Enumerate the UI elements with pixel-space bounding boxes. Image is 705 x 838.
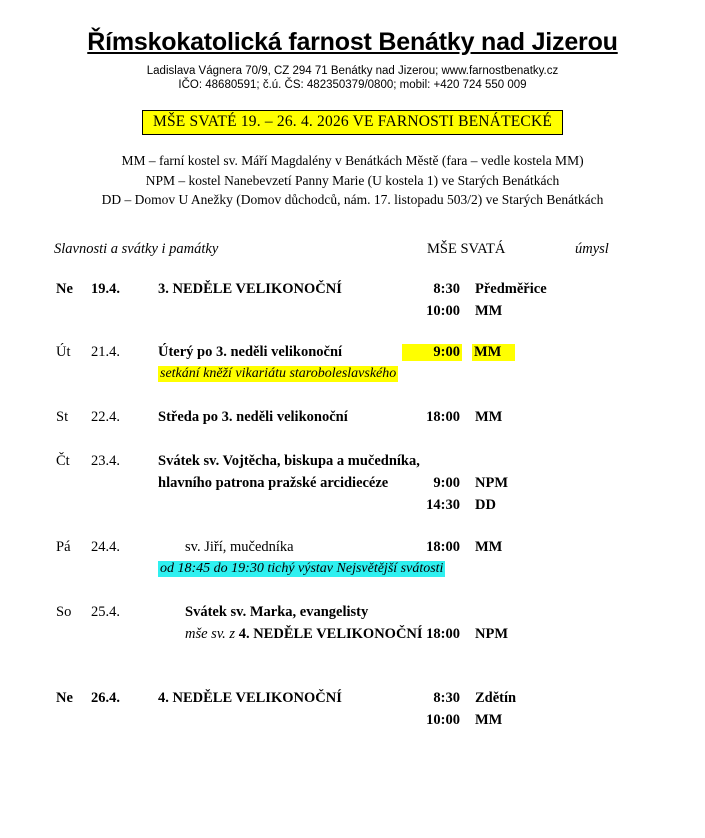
row-date: 25.4. [91, 604, 120, 621]
table-row [28, 497, 677, 519]
row-description: Středa po 3. neděli velikonoční [158, 409, 348, 426]
row-place: MM [472, 344, 515, 361]
row-spacer [28, 431, 677, 453]
table-row [28, 303, 677, 325]
page-title: Římskokatolická farnost Benátky nad Jizerou [87, 28, 618, 56]
legend-item-mm: MM – farní kostel sv. Máří Magdalény v Benátkách Městě (fara – vedle kostela MM) [121, 152, 584, 168]
row-day: Ne [56, 690, 73, 707]
row-date: 24.4. [91, 539, 120, 556]
banner-container [28, 110, 677, 135]
row-spacer [28, 388, 677, 409]
table-row [28, 366, 677, 388]
row-day: Pá [56, 539, 71, 556]
church-legend [28, 151, 677, 211]
row-place: MM [475, 303, 503, 320]
table-row [28, 475, 677, 497]
table-row [28, 690, 677, 712]
row-spacer [28, 583, 677, 604]
row-time: 9:00 [433, 475, 460, 492]
row-description: Svátek sv. Marka, evangelisty [185, 604, 369, 621]
table-row [28, 626, 677, 648]
row-place: MM [475, 409, 503, 426]
table-row [28, 409, 677, 431]
mass-schedule-banner: MŠE SVATÉ 19. – 26. 4. 2026 VE FARNOSTI BENÁTECKÉ [142, 110, 563, 135]
row-note: od 18:45 do 19:30 tichý výstav Nejsvětější svátosti [160, 561, 444, 577]
parish-ids: IČO: 48680591; č.ú. ČS: 482350379/0800; mobil: +420 724 550 009 [178, 79, 527, 92]
table-row [28, 561, 677, 583]
row-description: 4. NEDĚLE VELIKONOČNÍ [158, 690, 342, 707]
table-row [28, 712, 677, 734]
row-date: 21.4. [91, 344, 120, 361]
table-row [28, 539, 677, 561]
row-date: 26.4. [91, 690, 120, 707]
row-description: Úterý po 3. neděli velikonoční [158, 344, 343, 361]
row-place: MM [475, 539, 503, 556]
row-day: Čt [56, 453, 70, 470]
row-note: setkání kněží vikariátu staroboleslavského [160, 366, 397, 382]
row-spacer [28, 325, 677, 344]
row-place: MM [475, 712, 503, 729]
table-row [28, 453, 677, 475]
row-description-cont [185, 626, 423, 643]
row-day: So [56, 604, 72, 621]
row-description-cont: hlavního patrona pražské arcidiecéze [158, 475, 389, 492]
parish-contact-block [28, 64, 677, 93]
row-place: NPM [475, 475, 509, 492]
column-headers [28, 241, 677, 263]
row-place: Zdětín [475, 690, 517, 707]
schedule-table [28, 281, 677, 734]
row-spacer [28, 519, 677, 539]
row-day: Út [56, 344, 71, 361]
row-time: 8:30 [433, 690, 460, 707]
table-row [28, 281, 677, 303]
legend-item-dd: DD – Domov U Anežky (Domov důchodců, nám. 17. listopadu 503/2) ve Starých Benátkách [101, 192, 604, 208]
column-header-mass: MŠE SVATÁ [427, 241, 506, 258]
row-time: 14:30 [426, 497, 460, 514]
row-time: 10:00 [426, 303, 460, 320]
table-row [28, 344, 677, 366]
row-place: Předměřice [475, 281, 547, 298]
row-time: 8:30 [433, 281, 460, 298]
column-header-intention: úmysl [575, 241, 609, 258]
row-time: 9:00 [402, 344, 462, 361]
row-time: 18:00 [426, 409, 460, 426]
row-day: Ne [56, 281, 73, 298]
row-description-prefix: mše sv. z [185, 626, 239, 643]
row-spacer [28, 648, 677, 690]
row-place: DD [475, 497, 496, 514]
row-description: sv. Jiří, mučedníka [185, 539, 294, 556]
row-date: 23.4. [91, 453, 120, 470]
row-day: St [56, 409, 69, 426]
row-time: 18:00 [426, 539, 460, 556]
row-date: 22.4. [91, 409, 120, 426]
table-row [28, 604, 677, 626]
legend-item-npm: NPM – kostel Nanebevzetí Panny Marie (U kostela 1) ve Starých Benátkách [145, 172, 560, 188]
row-time: 10:00 [426, 712, 460, 729]
row-description: Svátek sv. Vojtěcha, biskupa a mučedníka, [158, 453, 420, 470]
row-date: 19.4. [91, 281, 120, 298]
column-header-feasts: Slavnosti a svátky i památky [54, 241, 219, 258]
parish-address: Ladislava Vágnera 70/9, CZ 294 71 Benátky nad Jizerou; www.farnostbenatky.cz [146, 65, 559, 77]
row-time: 18:00 [426, 626, 460, 643]
row-description-bold: 4. NEDĚLE VELIKONOČNÍ [238, 626, 423, 643]
row-place: NPM [475, 626, 509, 643]
row-description: 3. NEDĚLE VELIKONOČNÍ [158, 281, 342, 298]
